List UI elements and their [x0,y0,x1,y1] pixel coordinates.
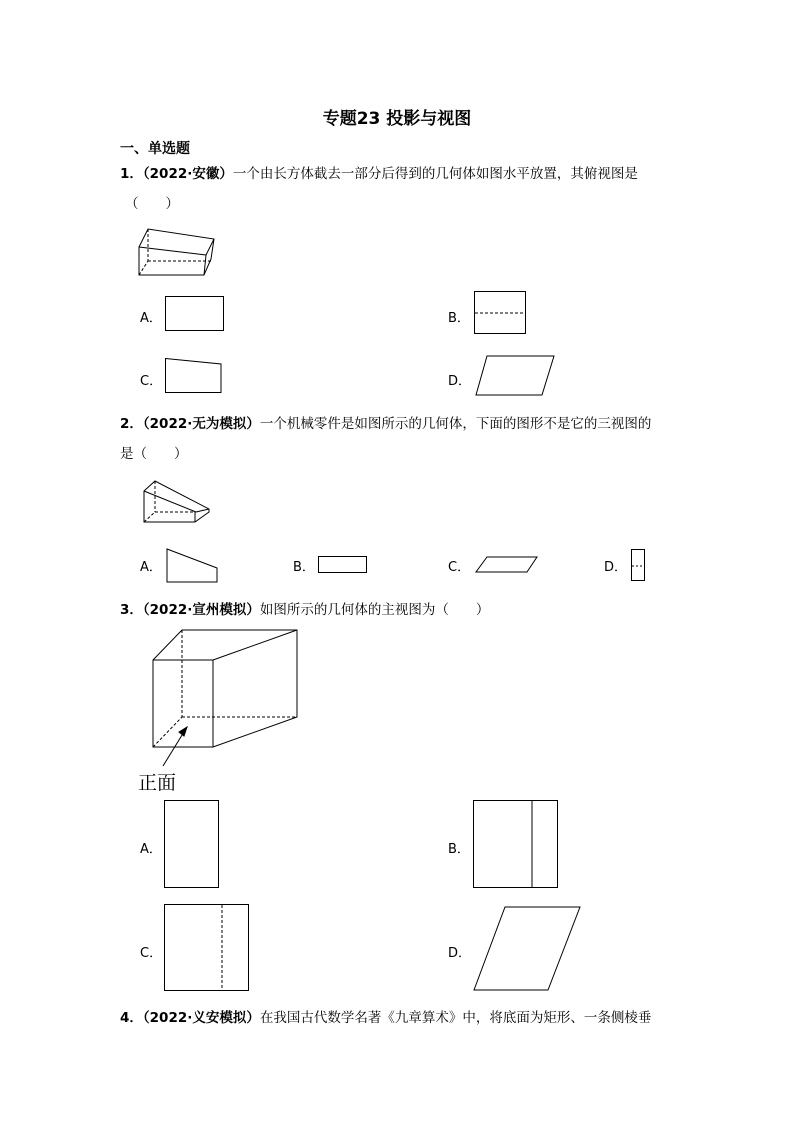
q1-option-b-label[interactable]: B． [448,311,470,326]
question-2-tail: 是（ ） [120,446,188,462]
q3-option-a-figure[interactable] [164,800,220,890]
question-4 [120,1008,651,1028]
q1-option-a-figure[interactable] [165,296,225,332]
question-source: （2022·宣州模拟） [142,602,260,618]
q1-option-d-figure[interactable] [475,355,557,397]
q1-solid-figure [136,225,216,277]
q2-option-d-figure[interactable] [631,549,647,583]
question-number: 1． [120,166,143,182]
question-text: 如图所示的几何体的主视图为（ ） [259,602,490,618]
q3-option-b-figure[interactable] [473,800,559,890]
front-face-label: 正面 [138,772,177,794]
question-text: 一个机械零件是如图所示的几何体，下面的图形不是它的三视图的 [259,416,652,432]
question-source: （2022·安徽） [142,166,233,182]
q2-solid-figure [140,477,212,525]
page-title: 专题23 投影与视图 [322,109,472,129]
q3-option-d-figure[interactable] [473,906,583,992]
question-number: 3． [120,602,143,618]
q3-option-a-label[interactable]: A． [140,842,162,857]
question-1 [120,164,638,184]
q2-option-b-label[interactable]: B． [293,560,315,575]
question-text: 一个由长方体截去一部分后得到的几何体如图水平放置，其俯视图是 [232,166,638,182]
q2-option-d-label[interactable]: D． [604,560,628,575]
q2-option-a-figure[interactable] [166,548,220,584]
q1-option-c-figure[interactable] [165,358,225,394]
question-2 [120,414,651,434]
section-heading: 一、单选题 [120,141,190,157]
q1-option-d-label[interactable]: D． [448,374,472,389]
q1-option-c-label[interactable]: C． [140,374,163,389]
q1-option-b-figure[interactable] [474,291,528,336]
q3-option-d-label[interactable]: D． [448,946,472,961]
q2-option-c-label[interactable]: C． [448,560,471,575]
q2-option-b-figure[interactable] [318,556,368,574]
question-text: 在我国古代数学名著《九章算术》中，将底面为矩形、一条侧棱垂 [259,1010,652,1026]
answer-blank: （ ） [125,196,179,212]
question-source: （2022·无为模拟） [142,416,260,432]
question-source: （2022·义安模拟） [142,1010,260,1026]
q2-option-c-figure[interactable] [475,556,539,574]
q2-option-a-label[interactable]: A． [140,560,162,575]
q1-option-a-label[interactable]: A． [140,311,162,326]
q3-option-b-label[interactable]: B． [448,842,470,857]
question-number: 2． [120,416,143,432]
q3-solid-figure [150,629,302,751]
question-3 [120,600,489,620]
q3-option-c-figure[interactable] [164,904,250,994]
question-number: 4． [120,1010,143,1026]
q3-option-c-label[interactable]: C． [140,946,163,961]
